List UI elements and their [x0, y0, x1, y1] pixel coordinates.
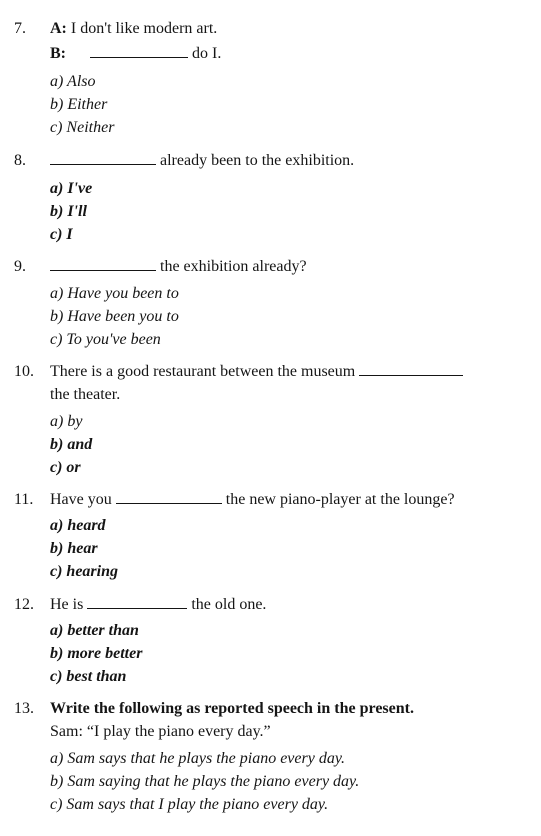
option-c[interactable]: c) Sam says that I play the piano every day.: [50, 796, 329, 813]
question-text: [50, 596, 266, 614]
question-text: Write the following as reported speech in the present.: [50, 700, 414, 717]
question-number: 9.: [14, 258, 26, 275]
question-number: 11.: [14, 491, 34, 508]
question-text-head: He is: [50, 596, 88, 613]
question-text: [50, 258, 307, 276]
answer-blank[interactable]: [359, 363, 463, 376]
option-b[interactable]: b) Sam saying that he plays the piano every day.: [50, 773, 360, 790]
speaker-text: do I.: [188, 45, 222, 62]
question-text-line2: the theater.: [50, 386, 121, 403]
option-b[interactable]: b) and: [50, 436, 93, 453]
option-c[interactable]: c) I: [50, 226, 73, 243]
question-text: [50, 491, 455, 509]
option-a[interactable]: a) heard: [50, 517, 106, 534]
answer-blank[interactable]: [87, 596, 187, 609]
answer-blank[interactable]: [50, 258, 156, 271]
option-a[interactable]: a) Also: [50, 73, 96, 90]
question-text-head: There is a good restaurant between the museum: [50, 363, 360, 380]
option-c[interactable]: c) Neither: [50, 119, 115, 136]
question-number: 10.: [14, 363, 34, 380]
option-c[interactable]: c) best than: [50, 668, 127, 685]
option-a[interactable]: a) I've: [50, 180, 93, 197]
question-text-head: Have you: [50, 491, 116, 508]
option-b[interactable]: b) hear: [50, 540, 98, 557]
option-c[interactable]: c) or: [50, 459, 81, 476]
option-a[interactable]: a) Sam says that he plays the piano every day.: [50, 750, 346, 767]
question-text: [50, 152, 354, 170]
question-number: 12.: [14, 596, 34, 613]
question-text-tail: already been to the exhibition.: [156, 152, 355, 169]
answer-blank[interactable]: [50, 152, 156, 165]
option-c[interactable]: c) To you've been: [50, 331, 161, 348]
question-text-line2: Sam: “I play the piano every day.”: [50, 723, 271, 740]
option-b[interactable]: b) I'll: [50, 203, 87, 220]
speaker-text: I don't like modern art.: [70, 20, 218, 37]
question-text-tail: the old one.: [187, 596, 267, 613]
answer-blank[interactable]: [90, 45, 188, 58]
question-text-tail: the exhibition already?: [156, 258, 307, 275]
speaker-label: A:: [50, 20, 71, 37]
question-text-tail: the new piano-player at the lounge?: [221, 491, 455, 508]
question-text: [50, 20, 217, 38]
answer-blank[interactable]: [116, 491, 222, 504]
option-a[interactable]: a) by: [50, 413, 83, 430]
option-c[interactable]: c) hearing: [50, 563, 118, 580]
question-text: [50, 363, 463, 381]
speaker-label: B:: [50, 45, 70, 62]
question-number: 8.: [14, 152, 26, 169]
option-b[interactable]: b) more better: [50, 645, 143, 662]
option-a[interactable]: a) better than: [50, 622, 139, 639]
question-number: 13.: [14, 700, 34, 717]
option-b[interactable]: b) Either: [50, 96, 108, 113]
option-b[interactable]: b) Have been you to: [50, 308, 179, 325]
option-a[interactable]: a) Have you been to: [50, 285, 179, 302]
question-text-line2: [50, 45, 221, 63]
question-number: 7.: [14, 20, 26, 37]
